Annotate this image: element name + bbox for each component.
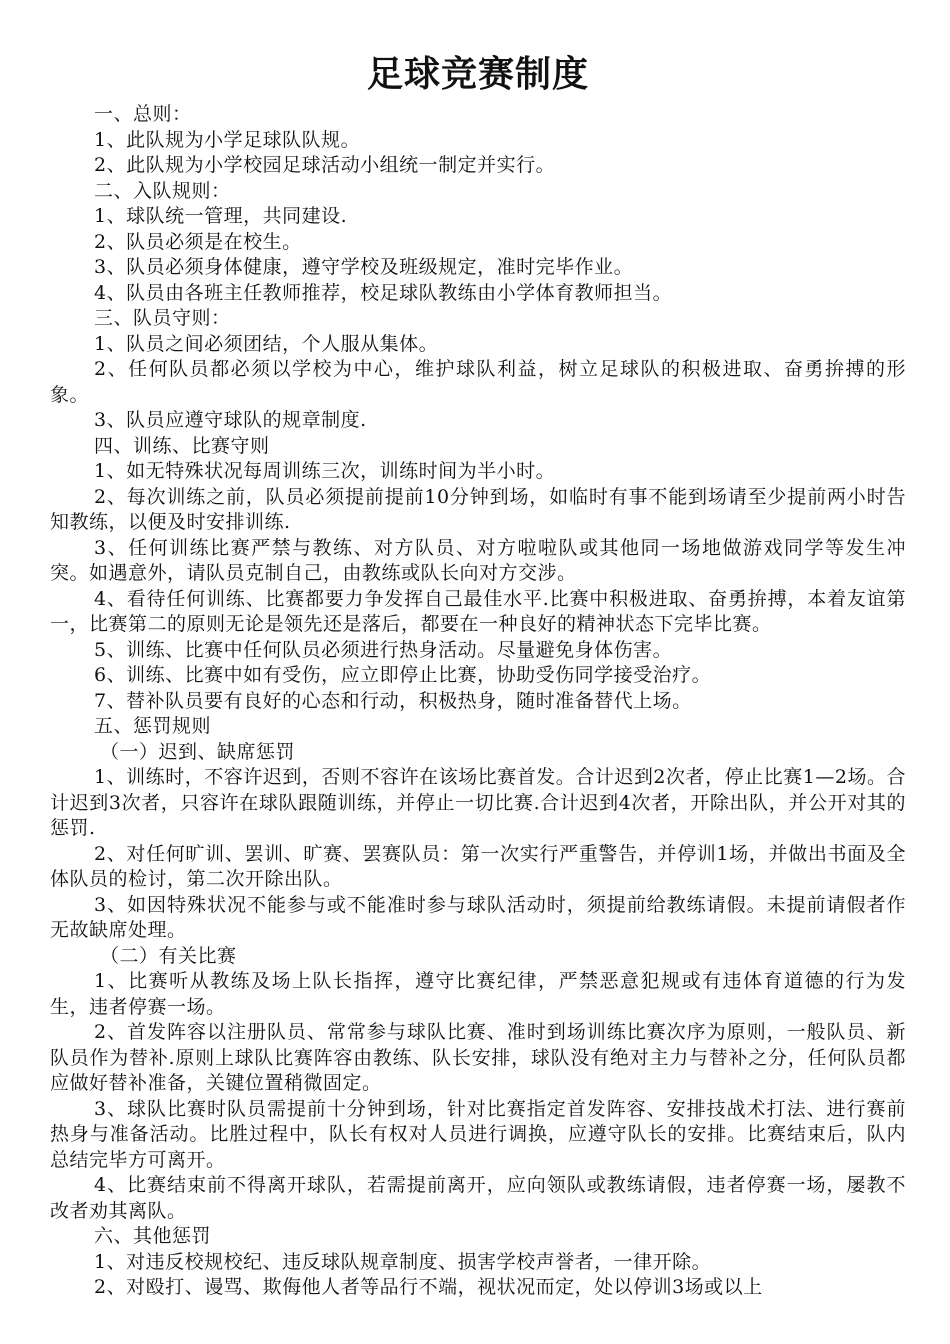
paragraph: 7、替补队员要有良好的心态和行动，积极热身，随时准备替代上场。 <box>94 689 692 712</box>
paragraph: 2、对任何旷训、罢训、旷赛、罢赛队员：第一次实行严重警告，并停训1场，并做出书面及全体队员的检讨，第二次开除出队。 <box>50 842 906 890</box>
paragraph: 1、如无特殊状况每周训练三次，训练时间为半小时。 <box>94 460 556 482</box>
document-title: 足球竞赛制度 <box>366 54 589 95</box>
paragraph: 1、对违反校规校纪、违反球队规章制度、损害学校声誉者，一律开除。 <box>94 1250 712 1273</box>
document-body <box>50 102 906 1301</box>
paragraph: 3、队员必须身体健康，遵守学校及班级规定，准时完毕作业。 <box>94 256 634 278</box>
paragraph: 1、比赛听从教练及场上队长指挥，遵守比赛纪律，严禁恶意犯规或有违体育道德的行为发生，违者停赛一场。 <box>50 970 906 1018</box>
section-heading: 三、队员守则： <box>94 307 231 329</box>
paragraph: 1、队员之间必须团结，个人服从集体。 <box>94 332 439 355</box>
paragraph: 1、球队统一管理，共同建设. <box>94 205 348 227</box>
section-heading: 四、训练、比赛守则 <box>94 434 270 457</box>
paragraph: 3、任何训练比赛严禁与教练、对方队员、对方啦啦队或其他同一场地做游戏同学等发生冲突。如遇意外，请队员克制自己，由教练或队长向对方交涉。 <box>50 536 906 584</box>
paragraph: 4、队员由各班主任教师推荐，校足球队教练由小学体育教师担当。 <box>94 281 673 304</box>
section-heading: 五、惩罚规则 <box>94 715 212 737</box>
paragraph: 3、球队比赛时队员需提前十分钟到场，针对比赛指定首发阵容、安排技战术打法、进行赛前热身与准备活动。比胜过程中，队长有权对人员进行调换，应遵守队长的安排。比赛结束后，队内总结完毕方可离开。 <box>50 1097 906 1171</box>
subsection-heading: （二）有关比赛 <box>100 944 237 967</box>
paragraph: 2、任何队员都必须以学校为中心，维护球队利益，树立足球队的积极进取、奋勇拚搏的形象。 <box>50 358 906 406</box>
paragraph: 3、如因特殊状况不能参与或不能准时参与球队活动时，须提前给教练请假。未提前请假者作无故缺席处理。 <box>50 893 906 941</box>
paragraph: 2、每次训练之前，队员必须提前提前10分钟到场，如临时有事不能到场请至少提前两小时告知教练，以便及时安排训练. <box>50 485 906 533</box>
paragraph: 2、首发阵容以注册队员、常常参与球队比赛、准时到场训练比赛次序为原则，一般队员、新队员作为替补.原则上球队比赛阵容由教练、队长安排，球队没有绝对主力与替补之分，任何队员都应做好替补准备，关键位置稍微固定。 <box>50 1021 906 1094</box>
paragraph: 2、队员必须是在校生。 <box>94 230 302 253</box>
paragraph: 6、训练、比赛中如有受伤，应立即停止比赛，协助受伤同学接受治疗。 <box>94 664 712 686</box>
section-heading: 六、其他惩罚 <box>94 1225 212 1247</box>
paragraph: 5、训练、比赛中任何队员必须进行热身活动。尽量避免身体伤害。 <box>94 638 673 661</box>
paragraph: 1、训练时，不容许迟到，否则不容许在该场比赛首发。合计迟到2次者，停止比赛1—2场。合计迟到3次者，只容许在球队跟随训练，并停止一切比赛.合计迟到4次者，开除出队，并公开对其的惩罚. <box>50 766 906 839</box>
section-heading: 二、入队规则： <box>94 179 231 202</box>
paragraph: 3、队员应遵守球队的规章制度. <box>94 409 367 431</box>
paragraph: 2、对殴打、谩骂、欺侮他人者等品行不端，视状况而定，处以停训3场或以上 <box>94 1276 763 1298</box>
paragraph: 4、看待任何训练、比赛都要力争发挥自己最佳水平.比赛中积极进取、奋勇拚搏，本着友谊第一，比赛第二的原则无论是领先还是落后，都要在一种良好的精神状态下完毕比赛。 <box>50 587 906 635</box>
section-heading: 一、总则： <box>94 103 192 125</box>
subsection-heading: （一）迟到、缺席惩罚 <box>100 740 296 763</box>
paragraph: 1、此队规为小学足球队队规。 <box>94 128 361 151</box>
paragraph: 4、比赛结束前不得离开球队，若需提前离开，应向领队或教练请假，违者停赛一场，屡教不改者劝其离队。 <box>50 1174 906 1222</box>
paragraph: 2、此队规为小学校园足球活动小组统一制定并实行。 <box>94 154 556 176</box>
